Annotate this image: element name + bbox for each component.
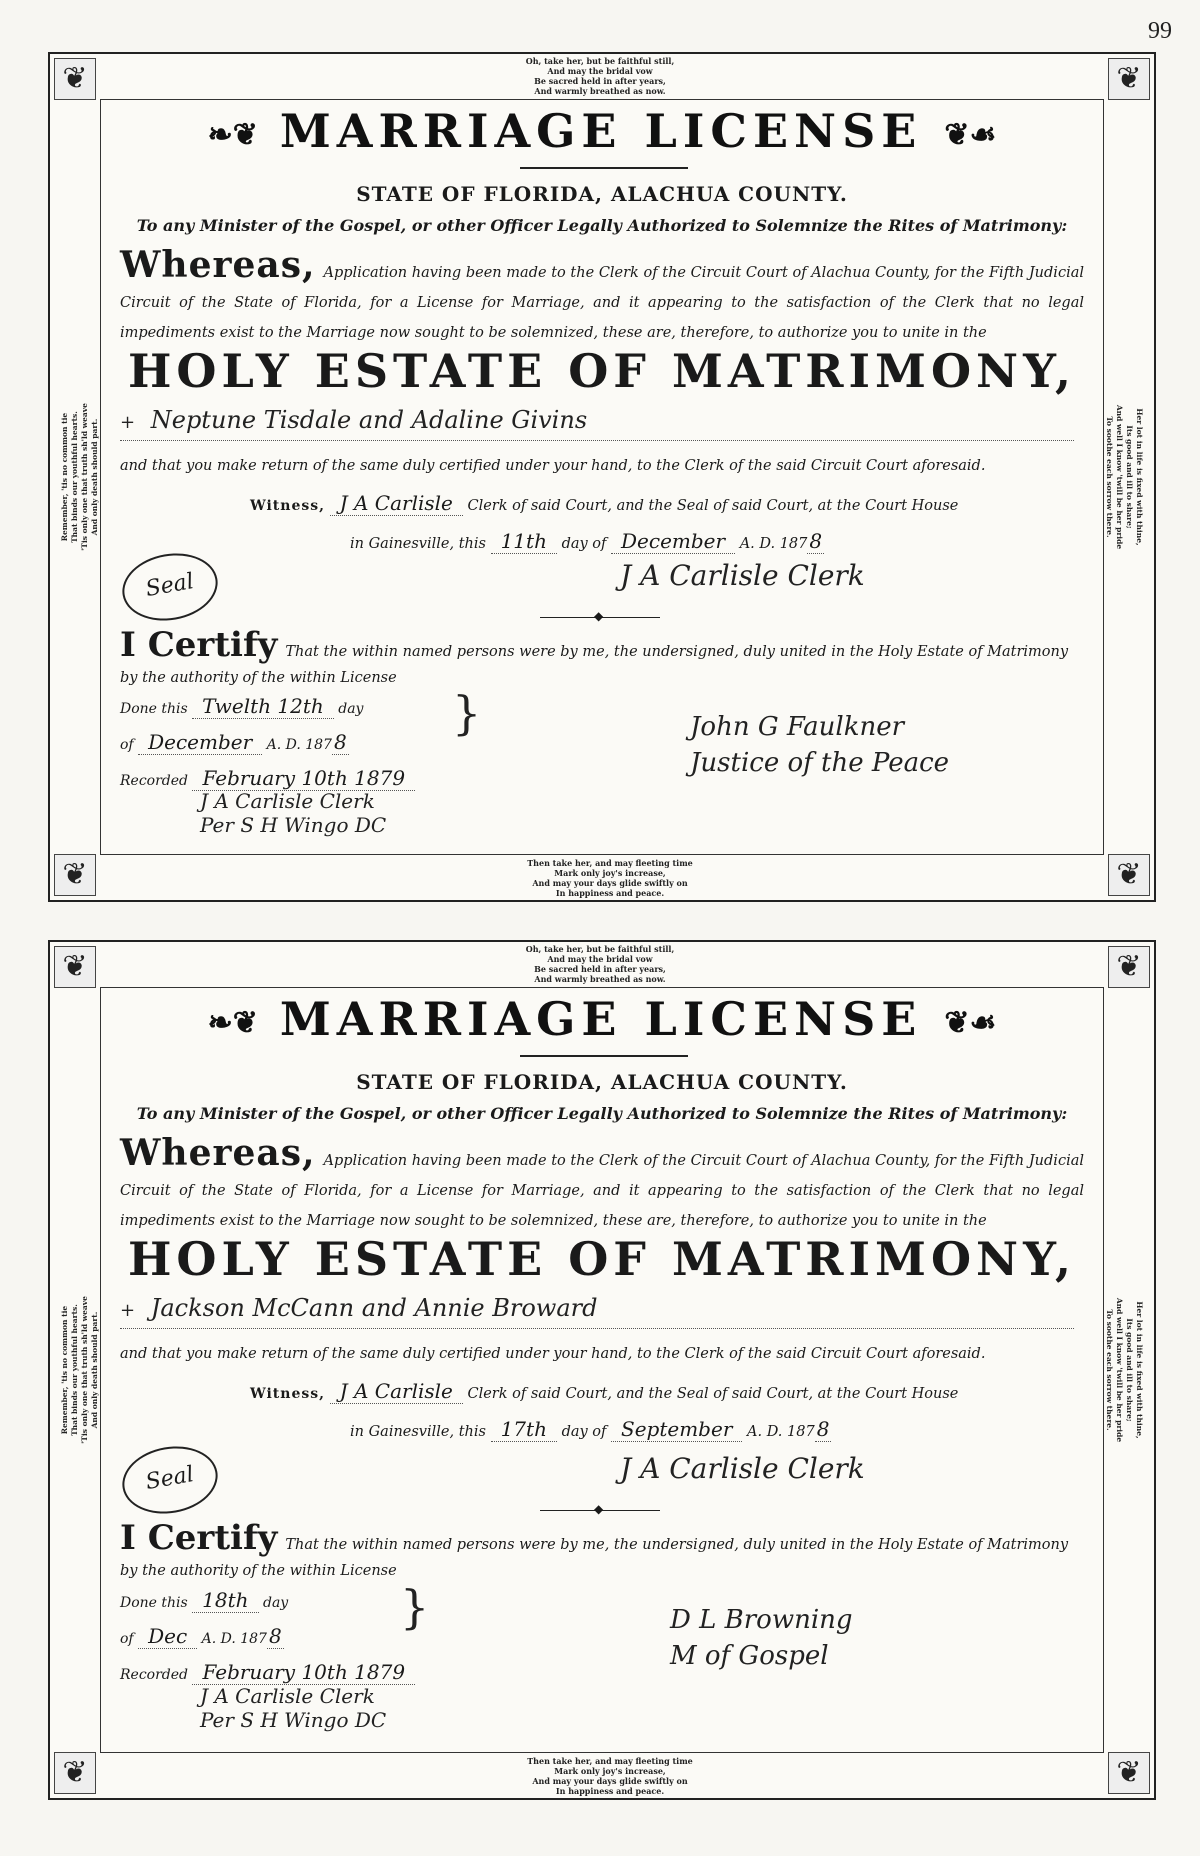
verse-right: Her lot in life is fixed with thine, Its good and ill to share; And well I know 'twill be her pride To soothe each sorrow there. — [1105, 1297, 1144, 1443]
recorded-signature: J A Carlisle Clerk Per S H Wingo DC — [200, 1684, 387, 1732]
certify-word: I Certify — [120, 1518, 278, 1558]
address-line: To any Minister of the Gospel, or other Officer Legally Authorized to Solemnize the Rites of Matrimony: — [136, 216, 1068, 235]
whereas-word: Whereas, — [120, 1132, 316, 1174]
corner-ornament-icon: ❦ — [1108, 946, 1150, 988]
court-seal: Seal — [117, 1439, 223, 1521]
verse-bottom: Then take her, and may fleeting time Mark only joy's increase, And may your days glide swiftly on In happiness and peace. — [527, 858, 693, 898]
names-line — [120, 1294, 1074, 1329]
mark-cross: + — [120, 1300, 136, 1321]
license-title: ❧❦ MARRIAGE LICENSE ❦☙ — [207, 104, 997, 158]
corner-ornament-icon: ❦ — [54, 58, 96, 100]
done-year-digit: 8 — [333, 730, 347, 754]
witness-text: Clerk of said Court, and the Seal of said Court, at the Court House — [467, 498, 959, 514]
done-day: 18th — [192, 1588, 258, 1613]
state-heading: STATE OF FLORIDA, ALACHUA COUNTY. — [356, 1070, 848, 1094]
recorded-signature: J A Carlisle Clerk Per S H Wingo DC — [200, 789, 387, 837]
whereas-text: Application having been made to the Clerk of the Circuit Court of Alachua County, for the Fifth Judicial Circuit of the State of Florida, for a License for Marriage, and it appearing to the satisfaction of the Clerk that no legal impediments exist to the Marriage now sought to be solemnized, these are, therefore, to authorize you to unite in the — [120, 265, 1084, 341]
license-day: 17th — [491, 1417, 557, 1442]
done-year-digit: 8 — [268, 1624, 282, 1648]
done-of-line: of December A. D. 187 8 — [120, 730, 347, 754]
whereas-text: Application having been made to the Clerk of the Circuit Court of Alachua County, for the Fifth Judicial Circuit of the State of Florida, for a License for Marriage, and it appearing to the satisfaction of the Clerk that no legal impediments exist to the Marriage now sought to be solemnized, these are, therefore, to authorize you to unite in the — [120, 1153, 1084, 1229]
verse-left: Remember, 'tis no common tie That binds our youthful hearts. 'Tis only one that truth sh'ld weave And only death should part. — [60, 1296, 99, 1444]
license-year-digit: 8 — [816, 1417, 830, 1441]
recorded-line: Recorded February 10th 1879 — [120, 766, 415, 791]
verse-top: Oh, take her, but be faithful still, And may the bridal vow Be sacred held in after years, And warmly breathed as now. — [525, 56, 675, 96]
license-day: 11th — [491, 529, 557, 554]
done-day: Twelth 12th — [192, 694, 334, 719]
witness-word: Witness, — [250, 498, 325, 514]
brace: } — [400, 1580, 430, 1634]
holy-estate-heading: HOLY ESTATE OF MATRIMONY, — [127, 344, 1077, 398]
witness-line — [250, 1379, 1084, 1404]
verse-bottom: Then take her, and may fleeting time Mark only joy's increase, And may your days glide swiftly on In happiness and peace. — [527, 1756, 693, 1796]
license-title: ❧❦ MARRIAGE LICENSE ❦☙ — [207, 992, 997, 1046]
done-this-line: Done this 18th day — [120, 1588, 289, 1612]
brace: } — [452, 686, 482, 740]
court-seal: Seal — [117, 546, 223, 628]
certify-paragraph: I Certify That the within named persons were by me, the undersigned, duly united in the Holy Estate of Matrimony by the authority of the within License — [120, 625, 1069, 686]
done-of-line: of Dec A. D. 187 8 — [120, 1624, 282, 1648]
corner-ornament-icon: ❦ — [54, 1752, 96, 1794]
license-month: December — [611, 529, 735, 554]
done-month: December — [138, 730, 262, 755]
verse-left: Remember, 'tis no common tie That binds our youthful hearts. 'Tis only one that truth sh'ld weave And only death should part. — [60, 403, 99, 551]
witness-text: Clerk of said Court, and the Seal of said Court, at the Court House — [467, 1386, 959, 1402]
officiant-signature: D L Browning M of Gospel — [670, 1605, 853, 1671]
corner-ornament-icon: ❦ — [54, 854, 96, 896]
holy-estate-heading: HOLY ESTATE OF MATRIMONY, — [127, 1232, 1077, 1286]
flourish-icon: ❦☙ — [944, 117, 997, 153]
flourish-icon: ❧❦ — [207, 117, 258, 153]
corner-ornament-icon: ❦ — [1108, 1752, 1150, 1794]
recorded-date: February 10th 1879 — [192, 1660, 415, 1685]
state-heading: STATE OF FLORIDA, ALACHUA COUNTY. — [356, 182, 848, 206]
corner-ornament-icon: ❦ — [1108, 854, 1150, 896]
section-divider — [540, 1510, 660, 1511]
marriage-license-2 — [48, 940, 1156, 1800]
verse-right: Her lot in life is fixed with thine, Its good and ill to share; And well I know 'twill be her pride To soothe each sorrow there. — [1105, 404, 1144, 550]
verse-top: Oh, take her, but be faithful still, And may the bridal vow Be sacred held in after years, And warmly breathed as now. — [525, 944, 675, 984]
date-line: in Gainesville, this 11th day of December A. D. 187 8 — [350, 529, 823, 553]
witness-line — [250, 491, 1084, 516]
witness-signature: J A Carlisle — [330, 1379, 463, 1404]
license-month: September — [611, 1417, 742, 1442]
mark-cross: + — [120, 412, 136, 433]
clerk-signature: J A Carlisle Clerk — [620, 559, 865, 592]
recorded-date: February 10th 1879 — [192, 766, 415, 791]
done-month: Dec — [138, 1624, 197, 1649]
title-rule — [520, 167, 688, 169]
license-year-digit: 8 — [809, 529, 823, 553]
return-line: and that you make return of the same duly certified under your hand, to the Clerk of the said Circuit Court aforesaid. — [120, 458, 986, 474]
whereas-word: Whereas, — [120, 244, 316, 286]
title-rule — [520, 1055, 688, 1057]
names-line — [120, 406, 1074, 441]
corner-ornament-icon: ❦ — [54, 946, 96, 988]
date-line: in Gainesville, this 17th day of September A. D. 187 8 — [350, 1417, 830, 1441]
address-line: To any Minister of the Gospel, or other Officer Legally Authorized to Solemnize the Rites of Matrimony: — [136, 1104, 1068, 1123]
page-number: 99 — [1148, 18, 1172, 44]
witness-signature: J A Carlisle — [330, 491, 463, 516]
recorded-line: Recorded February 10th 1879 — [120, 1660, 415, 1685]
officiant-signature: John G Faulkner Justice of the Peace — [690, 712, 950, 778]
witness-word: Witness, — [250, 1386, 325, 1402]
flourish-icon: ❧❦ — [207, 1005, 258, 1041]
certify-paragraph: I Certify That the within named persons were by me, the undersigned, duly united in the Holy Estate of Matrimony by the authority of the within License — [120, 1518, 1069, 1579]
whereas-paragraph — [120, 1132, 1084, 1236]
clerk-signature: J A Carlisle Clerk — [620, 1452, 865, 1485]
done-this-line: Done this Twelth 12th day — [120, 694, 364, 718]
flourish-icon: ❦☙ — [944, 1005, 997, 1041]
return-line: and that you make return of the same duly certified under your hand, to the Clerk of the said Circuit Court aforesaid. — [120, 1346, 986, 1362]
couple-names: Jackson McCann and Annie Broward — [150, 1294, 598, 1322]
whereas-paragraph — [120, 244, 1084, 348]
certify-word: I Certify — [120, 625, 278, 665]
marriage-license-1 — [48, 52, 1156, 902]
couple-names: Neptune Tisdale and Adaline Givins — [150, 406, 588, 434]
section-divider — [540, 617, 660, 618]
corner-ornament-icon: ❦ — [1108, 58, 1150, 100]
